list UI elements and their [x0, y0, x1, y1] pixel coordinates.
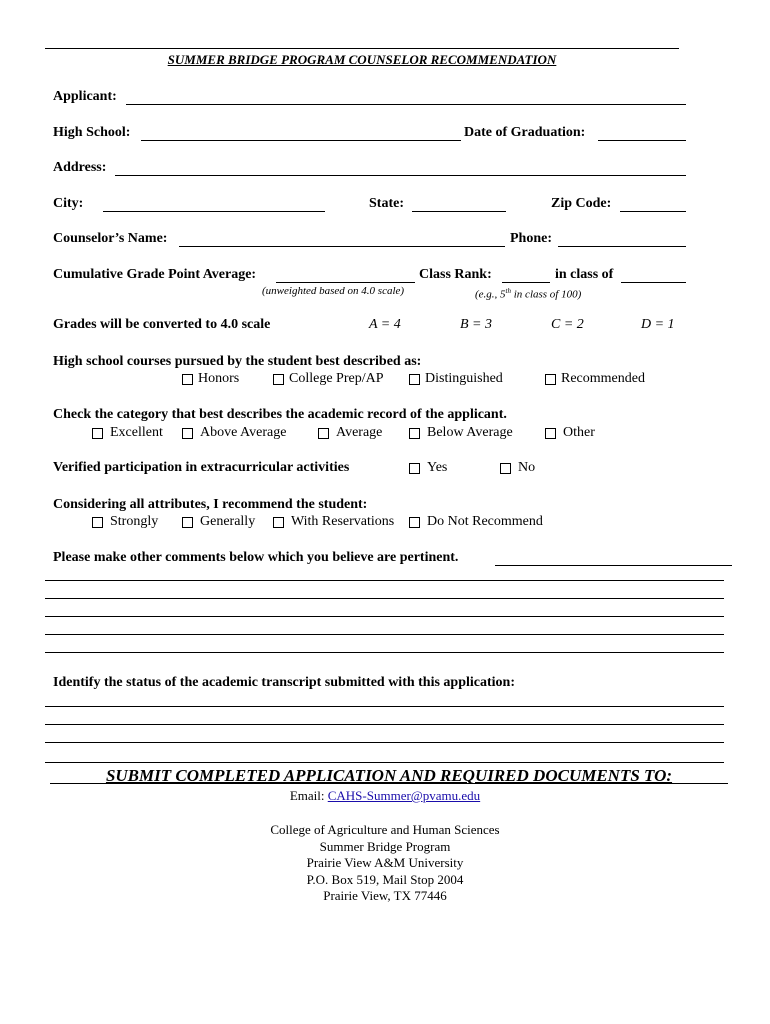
submit-heading-rule	[50, 783, 728, 784]
grade-d: D = 1	[641, 317, 675, 332]
address-line: Prairie View, TX 77446	[323, 888, 447, 903]
average-label: Average	[336, 425, 383, 440]
above-average-checkbox[interactable]	[182, 428, 193, 439]
courses-question: High school courses pursued by the student best described as:	[53, 354, 422, 369]
address-field[interactable]	[115, 161, 686, 176]
applicant-label: Applicant:	[53, 89, 117, 104]
distinguished-checkbox[interactable]	[409, 374, 420, 385]
recommended-checkbox[interactable]	[545, 374, 556, 385]
strongly-label: Strongly	[110, 514, 159, 529]
excellent-checkbox[interactable]	[92, 428, 103, 439]
recommended-label: Recommended	[561, 371, 645, 386]
grade-c: C = 2	[551, 317, 584, 332]
grade-b: B = 3	[460, 317, 492, 332]
email-label: Email:	[289, 788, 325, 803]
comments-line[interactable]	[45, 598, 724, 599]
class-rank-note: (e.g., 5th in class of 100)	[475, 287, 582, 301]
below-average-label: Below Average	[427, 425, 513, 440]
transcript-line[interactable]	[45, 706, 724, 707]
comments-line[interactable]	[45, 580, 724, 581]
grades-scale-label: Grades will be converted to 4.0 scale	[53, 317, 271, 332]
generally-label: Generally	[200, 514, 256, 529]
transcript-line[interactable]	[45, 724, 724, 725]
address-line: Summer Bridge Program	[319, 838, 451, 854]
comments-line[interactable]	[45, 652, 724, 653]
transcript-line[interactable]	[45, 742, 724, 743]
top-rule	[45, 48, 679, 49]
comments-line[interactable]	[45, 616, 724, 617]
email-row	[0, 788, 770, 805]
with-reservations-label: With Reservations	[291, 514, 395, 529]
no-label: No	[518, 460, 536, 475]
yes-checkbox[interactable]	[409, 463, 420, 474]
city-field[interactable]	[103, 197, 325, 212]
date-of-graduation-field[interactable]	[598, 126, 686, 141]
applicant-field[interactable]	[126, 90, 686, 105]
city-label: City:	[53, 196, 84, 211]
state-label: State:	[369, 196, 404, 211]
strongly-checkbox[interactable]	[92, 517, 103, 528]
class-rank-field[interactable]	[502, 268, 550, 283]
recommend-question: Considering all attributes, I recommend the student:	[53, 497, 368, 512]
address-line: College of Agriculture and Human Sciences	[270, 822, 500, 837]
honors-checkbox[interactable]	[182, 374, 193, 385]
gpa-label: Cumulative Grade Point Average:	[53, 267, 257, 282]
address-label: Address:	[53, 160, 107, 175]
in-class-of-field[interactable]	[621, 268, 686, 283]
excellent-label: Excellent	[110, 425, 163, 440]
email-link[interactable]: CAHS-Summer@pvamu.edu	[327, 788, 481, 803]
below-average-checkbox[interactable]	[409, 428, 420, 439]
phone-label: Phone:	[510, 231, 552, 246]
submit-heading: SUBMIT COMPLETED APPLICATION AND REQUIRED DOCUMENTS TO:	[105, 766, 673, 785]
in-class-of-label: in class of	[555, 267, 614, 282]
grade-a: A = 4	[369, 317, 401, 332]
generally-checkbox[interactable]	[182, 517, 193, 528]
comments-line[interactable]	[45, 634, 724, 635]
other-label: Other	[563, 425, 595, 440]
above-average-label: Above Average	[200, 425, 287, 440]
honors-label: Honors	[198, 371, 240, 386]
class-rank-label: Class Rank:	[419, 267, 492, 282]
high-school-field[interactable]	[141, 126, 461, 141]
other-checkbox[interactable]	[545, 428, 556, 439]
transcript-prompt: Identify the status of the academic transcript submitted with this application:	[53, 675, 515, 690]
date-of-graduation-label: Date of Graduation:	[464, 125, 586, 140]
counselor-name-label: Counselor’s Name:	[53, 231, 168, 246]
counselor-name-field[interactable]	[179, 232, 505, 247]
college-prep-ap-checkbox[interactable]	[273, 374, 284, 385]
state-field[interactable]	[412, 197, 506, 212]
gpa-field[interactable]	[276, 268, 415, 283]
college-prep-ap-label: College Prep/AP	[289, 371, 384, 386]
academic-question: Check the category that best describes the academic record of the applicant.	[53, 407, 507, 422]
high-school-label: High School:	[53, 125, 131, 140]
zip-code-label: Zip Code:	[551, 196, 612, 211]
comments-prompt: Please make other comments below which you believe are pertinent.	[53, 550, 459, 565]
address-line: Prairie View A&M University	[306, 855, 464, 870]
transcript-line[interactable]	[45, 762, 724, 763]
phone-field[interactable]	[558, 232, 686, 247]
yes-label: Yes	[427, 460, 448, 475]
zip-code-field[interactable]	[620, 197, 686, 212]
comments-first-line[interactable]	[495, 551, 732, 566]
with-reservations-checkbox[interactable]	[273, 517, 284, 528]
gpa-note: (unweighted based on 4.0 scale)	[262, 285, 405, 297]
distinguished-label: Distinguished	[425, 371, 503, 386]
address-line: P.O. Box 519, Mail Stop 2004	[306, 871, 464, 887]
no-checkbox[interactable]	[500, 463, 511, 474]
do-not-recommend-label: Do Not Recommend	[427, 514, 543, 529]
extracurricular-question: Verified participation in extracurricular activities	[53, 460, 350, 475]
do-not-recommend-checkbox[interactable]	[409, 517, 420, 528]
average-checkbox[interactable]	[318, 428, 329, 439]
form-title: SUMMER BRIDGE PROGRAM COUNSELOR RECOMMENDATION	[167, 52, 557, 67]
